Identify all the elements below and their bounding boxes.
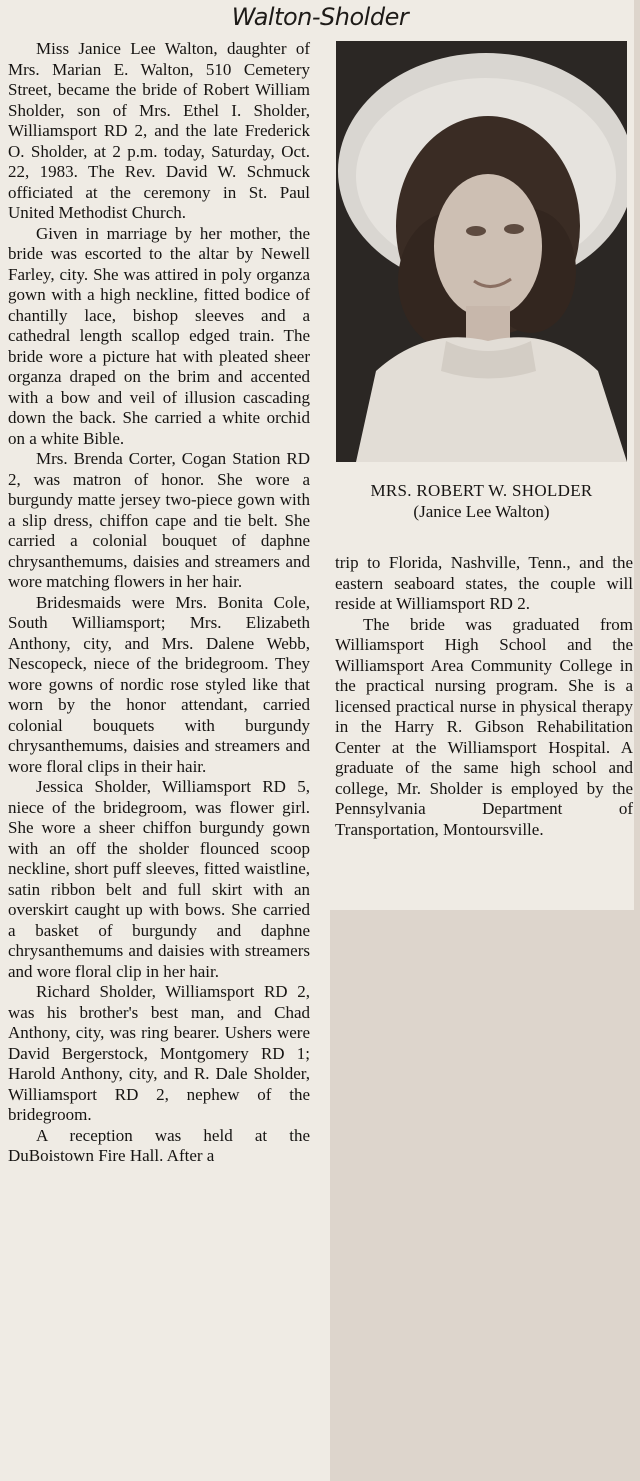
article-headline: Walton-Sholder: [231, 3, 409, 31]
caption-maiden-name: (Janice Lee Walton): [413, 502, 550, 521]
paragraph-matron-of-honor: Mrs. Brenda Corter, Cogan Station RD 2, was matron of honor. She wore a burgundy matte jersey two-piece gown with a slip dress, chiffon cape and tie belt. She carried a colonial bouquet of daphne chrysanthemums, daisies and streamers and wore matching flowers in her hair.: [8, 449, 310, 591]
right-column: [335, 553, 633, 840]
paragraph-flower-girl: Jessica Sholder, Williamsport RD 5, niece of the bridegroom, was flower girl. She wore a sheer chiffon burgundy gown with an off the sholder flounced scoop neckline, short puff sleeves, fitted waistline, satin ribbon belt and full skirt with an overskirt caught up with bows. She carried a basket of burgundy and daphne chrysanthemums and daisies with streamers and wore floral clip in her hair.: [8, 777, 310, 981]
paragraph-ceremony: Miss Janice Lee Walton, daughter of Mrs. Marian E. Walton, 510 Cemetery Street, became the bride of Robert William Sholder, son of Mrs. Ethel I. Sholder, Williamsport RD 2, and the late Frederick O. Sholder, at 2 p.m. today, Saturday, Oct. 22, 1983. The Rev. David W. Schmuck officiated at the ceremony in St. Paul United Methodist Church.: [8, 39, 310, 222]
paragraph-education-employment: The bride was graduated from Williamsport High School and the Williamsport Area Community College in the practical nursing program. She is a licensed practical nurse in physical therapy in the Harry R. Gibson Rehabilitation Center at the Williamsport Hospital. A graduate of the same high school and college, Mr. Sholder is employed by the Pennsylvania Department of Transportation, Montoursville.: [335, 614, 633, 839]
left-column: [8, 39, 310, 1167]
photo-caption: [336, 480, 627, 522]
bride-portrait-photo: [336, 41, 627, 462]
caption-name: MRS. ROBERT W. SHOLDER: [370, 481, 593, 500]
paragraph-best-man-ushers: Richard Sholder, Williamsport RD 2, was his brother's best man, and Chad Anthony, city, was ring bearer. Ushers were David Bergerstock, Montgomery RD 1; Harold Anthony, city, and R. Dale Sholder, Williamsport RD 2, nephew of the bridegroom.: [8, 982, 310, 1124]
paragraph-bride-attire: Given in marriage by her mother, the bride was escorted to the altar by Newell Farley, city. She was attired in poly organza gown with a high neckline, fitted bodice of chantilly lace, bishop sleeves and a cathedral length scallop edged train. The bride wore a picture hat with pleated sheer organza draped on the brim and accented with a bow and veil of illusion cascading down the back. She carried a white orchid on a white Bible.: [8, 223, 310, 448]
paragraph-reception: A reception was held at the DuBoistown Fire Hall. After a: [8, 1125, 310, 1165]
paragraph-honeymoon-continuation: trip to Florida, Nashville, Tenn., and the eastern seaboard states, the couple will reside at Williamsport RD 2.: [335, 553, 633, 613]
paragraph-bridesmaids: Bridesmaids were Mrs. Bonita Cole, South Williamsport; Mrs. Elizabeth Anthony, city, and Mrs. Dalene Webb, Nescopeck, niece of the bridegroom. They wore gowns of nordic rose styled like that worn by the honor attendant, carried colonial bouquets with burgundy chrysanthemums, daisies and streamers and wore floral clips in their hair.: [8, 592, 310, 776]
